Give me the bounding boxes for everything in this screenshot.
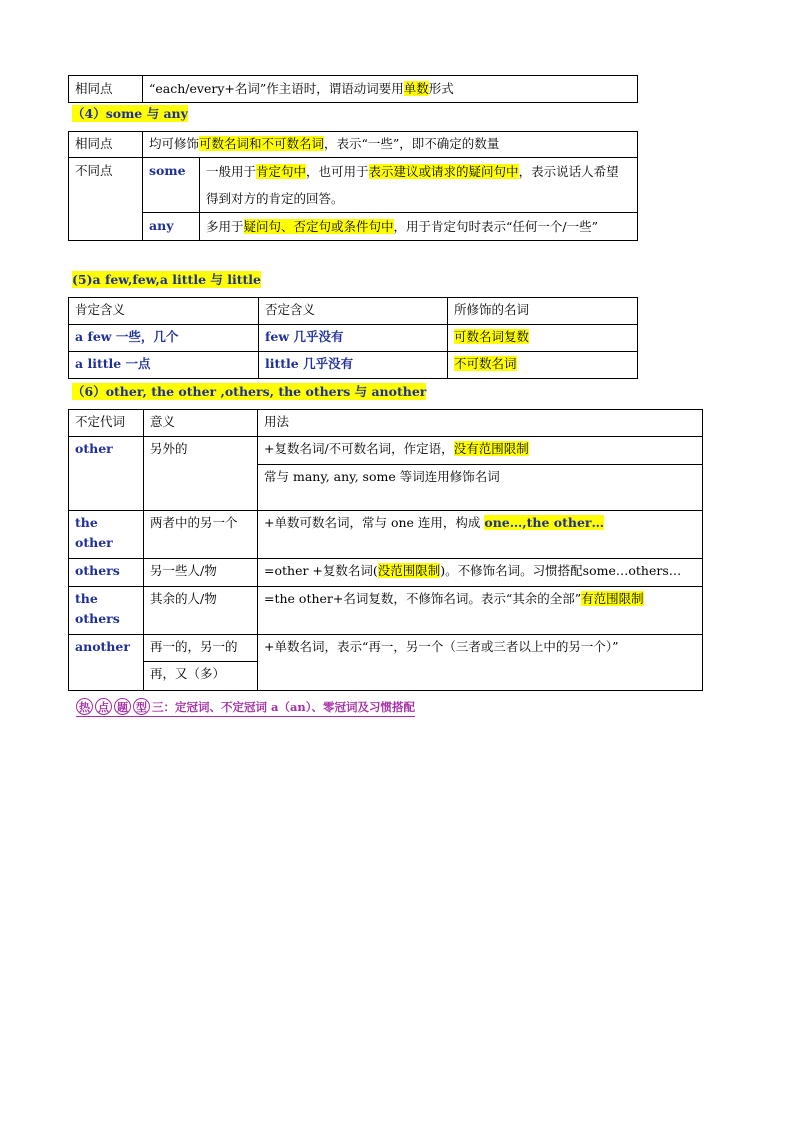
cell: a little 一点: [69, 352, 259, 379]
cell: little 几乎没有: [259, 352, 448, 379]
table-row: [69, 76, 638, 103]
cell: 不可数名词: [448, 352, 638, 379]
header-negative: 否定含义: [259, 298, 448, 325]
table-indefinite-pronouns: [68, 409, 703, 691]
rule-content: “each/every+名词”作主语时，谓语动词要用单数形式: [143, 76, 638, 103]
meaning-another-1: 再一的，另一的: [144, 635, 257, 662]
label-same: 相同点: [69, 76, 143, 103]
heading-some-any: （4）some 与 any: [72, 106, 188, 121]
table-row: [69, 437, 703, 465]
badge-type: 型: [133, 698, 150, 715]
usage-other-1: +复数名词/不可数名词，作定语，没有范围限制: [258, 437, 703, 465]
cell: a few 一些，几个: [69, 325, 259, 352]
badge-point: 点: [95, 698, 112, 715]
word-another: another: [69, 635, 144, 691]
cell: 可数名词复数: [448, 325, 638, 352]
header-modified-noun: 所修饰的名词: [448, 298, 638, 325]
table-row: [69, 213, 638, 241]
table-row: [69, 325, 638, 352]
usage-another: +单数名词，表示“再一，另一个（三者或三者以上中的另一个）”: [258, 635, 703, 691]
meaning-other: 另外的: [144, 437, 258, 511]
badge-question: 题: [114, 698, 131, 715]
table-row: [69, 559, 703, 587]
meaning-the-other: 两者中的另一个: [144, 511, 258, 559]
header-meaning: 意义: [144, 410, 258, 437]
usage-the-others: =the other+名词复数，不修饰名词。表示“其余的全部”有范围限制: [258, 587, 703, 635]
some-content: 一般用于肯定句中，也可用于表示建议或请求的疑问句中，表示说话人希望得到对方的肯定的回答。: [200, 158, 638, 213]
label-same: 相同点: [69, 132, 143, 158]
table-row: [69, 511, 703, 559]
word-others: others: [69, 559, 144, 587]
table-row: [69, 132, 638, 158]
header-pronoun: 不定代词: [69, 410, 144, 437]
word-other: other: [69, 437, 144, 511]
any-content: 多用于疑问句、否定句或条件句中，用于肯定句时表示“任何一个/一些”: [200, 213, 638, 241]
meaning-another: [144, 635, 258, 691]
section-title: [76, 696, 415, 717]
word-the-others: the others: [69, 587, 144, 635]
table-subject-agreement: [68, 75, 638, 103]
usage-other-2: 常与 many, any, some 等词连用修饰名词: [258, 465, 703, 511]
table-row: [69, 635, 703, 691]
header-usage: 用法: [258, 410, 703, 437]
section-title-text: 三：定冠词、不定冠词 a（an）、零冠词及习惯搭配: [152, 700, 416, 714]
table-row: [69, 352, 638, 379]
table-row: [69, 158, 638, 213]
same-content: 均可修饰可数名词和不可数名词，表示“一些”，即不确定的数量: [143, 132, 638, 158]
cell: few 几乎没有: [259, 325, 448, 352]
usage-the-other: +单数可数名词，常与 one 连用，构成 one…,the other…: [258, 511, 703, 559]
heading-other-another: （6）other, the other ,others, the others 与 another: [72, 384, 427, 399]
table-header-row: [69, 410, 703, 437]
table-row: [69, 587, 703, 635]
table-few-little: [68, 297, 638, 379]
word-any: any: [143, 213, 200, 241]
meaning-another-2: 再，又（多）: [150, 666, 226, 681]
meaning-others: 另一些人/物: [144, 559, 258, 587]
heading-few-little: (5)a few,few,a little 与 little: [72, 272, 261, 287]
table-some-any: [68, 131, 638, 241]
label-different: 不同点: [69, 158, 143, 241]
word-some: some: [143, 158, 200, 213]
header-positive: 肯定含义: [69, 298, 259, 325]
word-the-other: the other: [69, 511, 144, 559]
usage-others: =other +复数名词(没范围限制)。不修饰名词。习惯搭配some…others…: [258, 559, 703, 587]
badge-hot: 热: [76, 698, 93, 715]
table-header-row: [69, 298, 638, 325]
meaning-the-others: 其余的人/物: [144, 587, 258, 635]
